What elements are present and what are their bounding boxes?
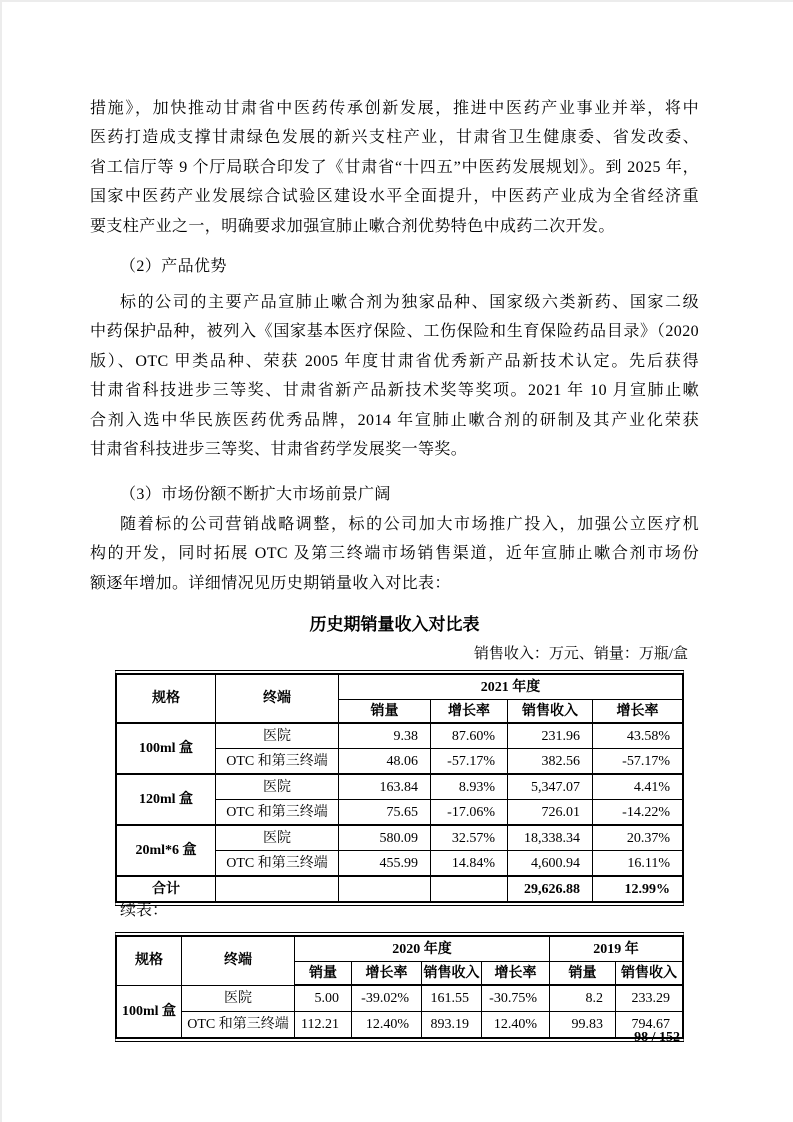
terminal-cell: OTC 和第三终端	[216, 800, 339, 826]
text-line: 措施》，加快推动甘肃省中医药传承创新发展，推进中医药产业事业并举，将中	[90, 100, 699, 117]
empty-cell	[431, 876, 508, 902]
terminal-cell: 医院	[216, 774, 339, 800]
header-cell-year-2021: 2021 年度	[339, 675, 683, 700]
header-cell-year-2020: 2020 年度	[295, 937, 550, 962]
value-cell: -30.75%	[482, 985, 550, 1012]
header-cell-growth: 增长率	[482, 962, 550, 986]
text-line: 版）、OTC 甲类品种、荣获 2005 年度甘肃省优秀新产品新技术认定。先后获得	[90, 352, 699, 370]
table-header-row	[117, 675, 683, 700]
text-line: 合剂入选中华民族医药优秀品牌，2014 年宣肺止嗽合剂的研制及其产业化荣获	[90, 411, 699, 429]
page-number: 98 / 152	[634, 1030, 680, 1045]
spec-cell: 120ml 盒	[117, 774, 216, 825]
spec-cell: 100ml 盒	[117, 723, 216, 774]
table-title: 历史期销量收入对比表	[309, 615, 480, 634]
value-cell: 5.00	[295, 985, 352, 1012]
value-cell: 9.38	[339, 723, 431, 749]
header-cell-spec: 规格	[117, 675, 216, 724]
value-cell: 794.67	[616, 1012, 683, 1038]
value-cell: 20.37%	[593, 825, 683, 851]
value-cell: 893.19	[422, 1012, 482, 1038]
header-cell-volume: 销量	[339, 700, 431, 724]
terminal-cell: 医院	[216, 723, 339, 749]
spec-cell: 100ml 盒	[117, 985, 182, 1038]
text-line: 构的开发，同时拓展 OTC 及第三终端市场销售渠道，近年宣肺止嗽合剂市场份	[90, 545, 699, 563]
text-line: 随着标的公司营销战略调整，标的公司加大市场推广投入，加强公立医疗机	[120, 516, 699, 533]
value-cell: 231.96	[508, 723, 593, 749]
value-cell: 4,600.94	[508, 851, 593, 877]
header-cell-growth: 增长率	[431, 700, 508, 724]
table-row	[117, 774, 683, 800]
value-cell: -39.02%	[352, 985, 422, 1012]
value-cell: 99.83	[550, 1012, 616, 1038]
continued-table-label: 续表：	[120, 902, 169, 919]
text-line: 甘肃省科技进步三等奖、甘肃省新产品新技术奖等奖项。2021 年 10 月宣肺止嗽	[90, 382, 699, 400]
value-cell: 233.29	[616, 985, 683, 1012]
table-row	[117, 985, 683, 1012]
value-cell: 4.41%	[593, 774, 683, 800]
value-cell: 455.99	[339, 851, 431, 877]
paragraph-3	[90, 510, 699, 598]
value-cell: 580.09	[339, 825, 431, 851]
header-cell-revenue: 销售收入	[422, 962, 482, 986]
value-cell: -57.17%	[593, 749, 683, 775]
header-cell-growth: 增长率	[352, 962, 422, 986]
value-cell: 12.40%	[352, 1012, 422, 1038]
header-cell-spec: 规格	[117, 937, 182, 986]
table-row	[117, 825, 683, 851]
table-header-row	[117, 937, 683, 962]
total-revenue-cell: 29,626.88	[508, 876, 593, 902]
text-line: 中药保护品种，被列入《国家基本医疗保险、工伤保险和生育保险药品目录》（2020	[90, 323, 699, 341]
header-cell-year-2019: 2019 年	[550, 937, 683, 962]
text-line: 标的公司的主要产品宣肺止嗽合剂为独家品种、国家级六类新药、国家二级	[120, 294, 699, 311]
table-unit-note: 销售收入：万元、销量：万瓶/盒	[473, 646, 688, 662]
text-line: 甘肃省科技进步三等奖、甘肃省药学发展奖一等奖。	[90, 440, 468, 458]
value-cell: 8.93%	[431, 774, 508, 800]
paragraph-2	[90, 288, 699, 464]
text-line: 国家中医药产业发展综合试验区建设水平全面提升，中医药产业成为全省经济重	[90, 188, 699, 206]
sales-table-2020-2019	[115, 932, 684, 1042]
text-line: 要支柱产业之一，明确要求加强宣肺止嗽合剂优势特色中成药二次开发。	[90, 217, 615, 235]
value-cell: 5,347.07	[508, 774, 593, 800]
header-cell-revenue: 销售收入	[508, 700, 593, 724]
value-cell: 48.06	[339, 749, 431, 775]
paragraph-1	[90, 94, 699, 241]
value-cell: 161.55	[422, 985, 482, 1012]
section-heading-market-share: （3）市场份额不断扩大市场前景广阔	[120, 486, 391, 503]
header-cell-volume: 销量	[295, 962, 352, 986]
header-cell-revenue: 销售收入	[616, 962, 683, 986]
value-cell: 43.58%	[593, 723, 683, 749]
section-heading-product-advantage: （2）产品优势	[120, 258, 227, 275]
value-cell: -57.17%	[431, 749, 508, 775]
table-total-row	[117, 876, 683, 902]
header-cell-growth: 增长率	[593, 700, 683, 724]
value-cell: 382.56	[508, 749, 593, 775]
value-cell: -14.22%	[593, 800, 683, 826]
value-cell: 87.60%	[431, 723, 508, 749]
value-cell: 32.57%	[431, 825, 508, 851]
value-cell: 163.84	[339, 774, 431, 800]
value-cell: 726.01	[508, 800, 593, 826]
total-growth-cell: 12.99%	[593, 876, 683, 902]
sales-table-2021	[115, 670, 684, 906]
value-cell: 112.21	[295, 1012, 352, 1038]
value-cell: -17.06%	[431, 800, 508, 826]
text-line: 医药打造成支撑甘肃绿色发展的新兴支柱产业，甘肃省卫生健康委、省发改委、	[90, 129, 699, 147]
terminal-cell: OTC 和第三终端	[182, 1012, 295, 1038]
terminal-cell: 医院	[216, 825, 339, 851]
spec-cell: 20ml*6 盒	[117, 825, 216, 876]
empty-cell	[339, 876, 431, 902]
header-cell-volume: 销量	[550, 962, 616, 986]
value-cell: 18,338.34	[508, 825, 593, 851]
text-line: 额逐年增加。详细情况见历史期销量收入对比表：	[90, 574, 451, 592]
header-cell-terminal: 终端	[216, 675, 339, 724]
terminal-cell: OTC 和第三终端	[216, 851, 339, 877]
value-cell: 12.40%	[482, 1012, 550, 1038]
empty-cell	[216, 876, 339, 902]
value-cell: 75.65	[339, 800, 431, 826]
header-cell-terminal: 终端	[182, 937, 295, 986]
table-row	[117, 723, 683, 749]
value-cell: 16.11%	[593, 851, 683, 877]
value-cell: 8.2	[550, 985, 616, 1012]
value-cell: 14.84%	[431, 851, 508, 877]
total-label-cell: 合计	[117, 876, 216, 902]
terminal-cell: 医院	[182, 985, 295, 1012]
text-line: 省工信厅等 9 个厅局联合印发了《甘肃省“十四五”中医药发展规划》。到 2025 年，	[90, 158, 699, 176]
terminal-cell: OTC 和第三终端	[216, 749, 339, 775]
